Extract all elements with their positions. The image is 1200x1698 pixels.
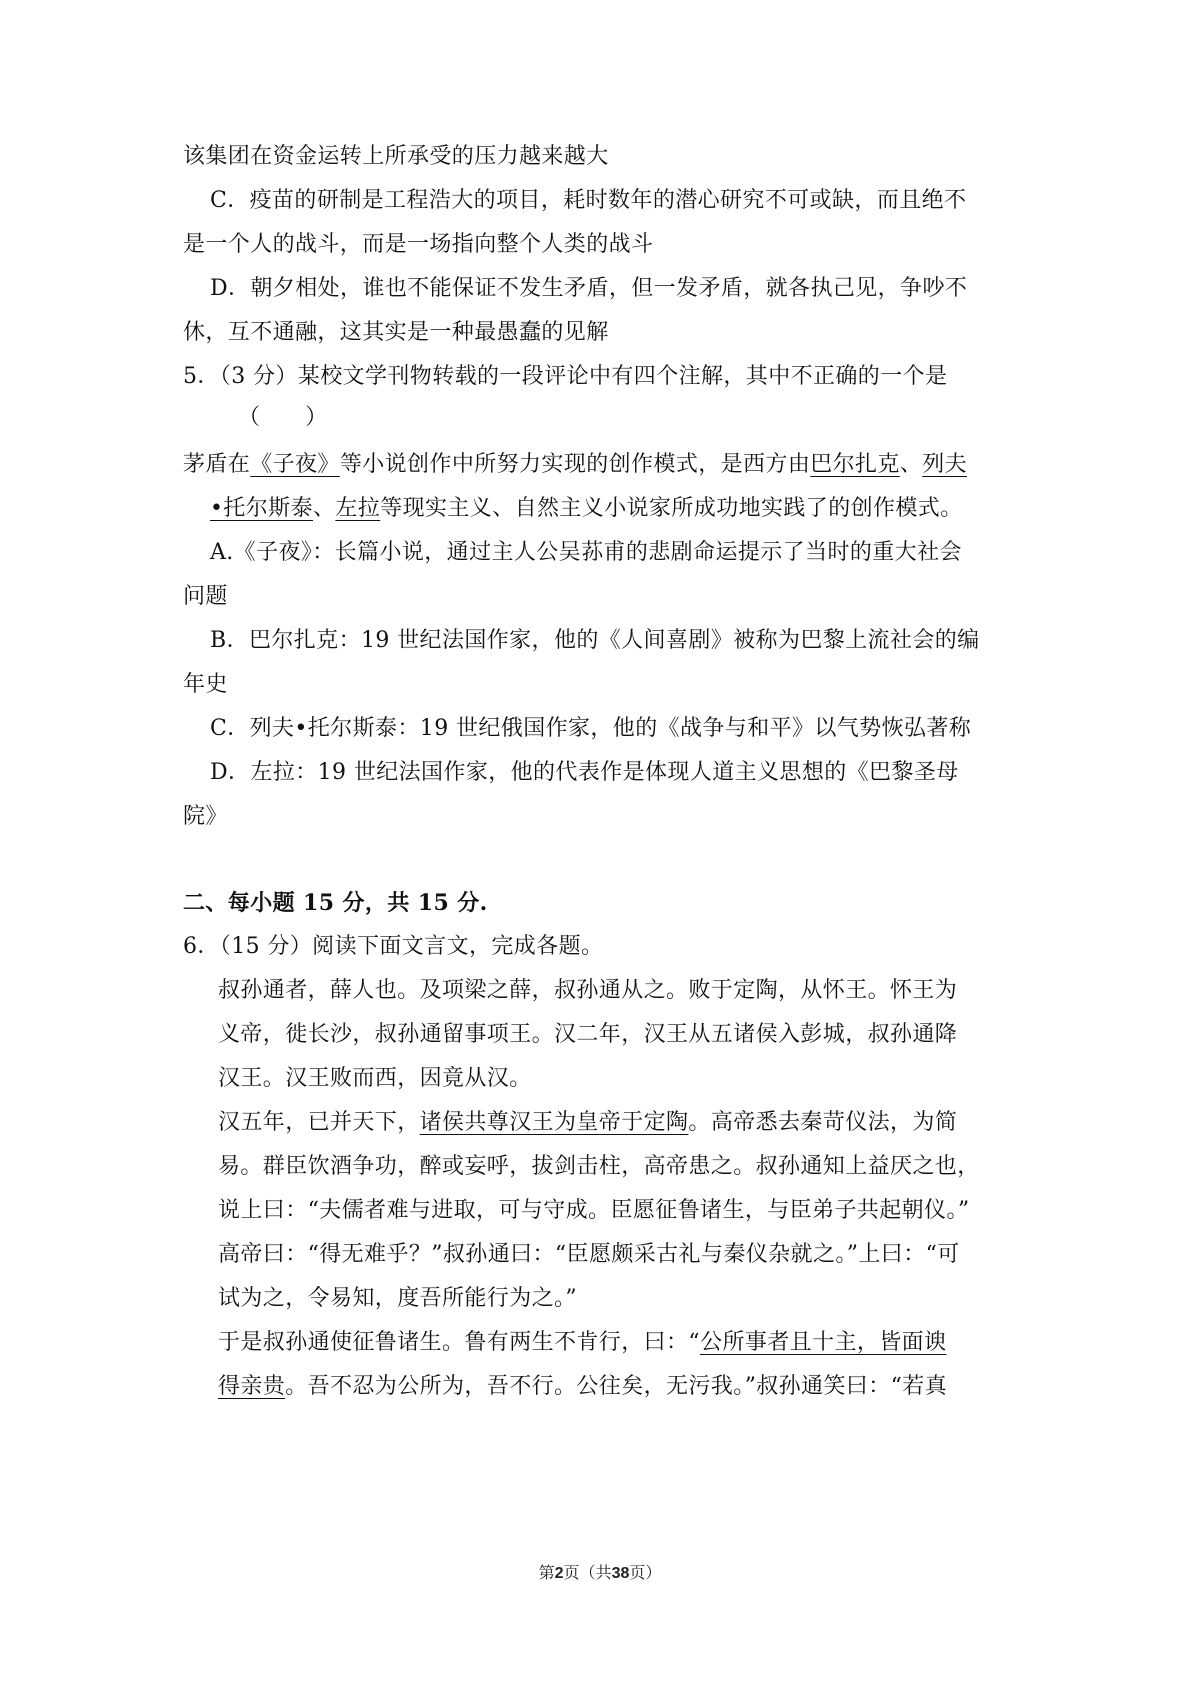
q6-para3-line2 (218, 1372, 947, 1402)
passage-text: 。吾不忍为公所为，吾不行。公往矣，无污我。”叔孙通笑曰：“若真 (285, 1374, 948, 1399)
underlined-sentence: 得亲贵 (218, 1374, 286, 1399)
q5-option-a-line2: 问题 (183, 584, 228, 609)
q6-para1-line1: 叔孙通者，薛人也。及项梁之薛，叔孙通从之。败于定陶，从怀王。怀王为 (218, 978, 958, 1003)
underlined-sentence: 诸侯共尊汉王为皇帝于定陶 (419, 1110, 689, 1135)
q5-option-b-line1: B．巴尔扎克：19 世纪法国作家，他的《人间喜剧》被称为巴黎上流社会的编 (210, 628, 980, 653)
footer-prefix: 第 (538, 1563, 555, 1582)
q6-para2-line5: 试为之，令易知，度吾所能行为之。” (218, 1286, 578, 1311)
passage-text: 茅盾在 (183, 452, 251, 477)
q4-option-d-line1: D．朝夕相处，谁也不能保证不发生矛盾，但一发矛盾，就各执己见，争吵不 (210, 276, 968, 301)
q5-option-d-line1: D．左拉：19 世纪法国作家，他的代表作是体现人道主义思想的《巴黎圣母 (210, 760, 959, 785)
q5-answer-paren: （ ） (238, 405, 328, 430)
page-footer (0, 1562, 1200, 1585)
q6-para2-line4: 高帝曰：“得无难乎？”叔孙通曰：“臣愿颇采古礼与秦仪杂就之。”上曰：“可 (218, 1242, 960, 1267)
q4-option-d-line2: 休，互不通融，这其实是一种最愚蠢的见解 (183, 320, 609, 345)
passage-text: 等小说创作中所努力实现的创作模式，是西方由 (339, 452, 811, 477)
q5-passage-line1 (183, 450, 967, 480)
passage-text: 汉五年，已并天下， (218, 1110, 420, 1135)
q4-option-c-line2: 是一个人的战斗，而是一场指向整个人类的战斗 (183, 232, 654, 257)
q6-para3-line1 (218, 1328, 946, 1358)
underlined-term: 左拉 (335, 496, 381, 521)
q6-para1-line2: 义帝，徙长沙，叔孙通留事项王。汉二年，汉王从五诸侯入彭城，叔孙通降 (218, 1022, 958, 1047)
footer-suffix: 页） (629, 1563, 662, 1582)
q6-para2-line1 (218, 1108, 957, 1138)
q6-para1-line3: 汉王。汉王败而西，因竟从汉。 (218, 1066, 532, 1091)
text-line: 该集团在资金运转上所承受的压力越来越大 (183, 144, 609, 169)
q5-passage-line2 (210, 494, 963, 524)
footer-mid: 页（共 (563, 1563, 612, 1582)
q5-option-d-line2: 院》 (183, 804, 228, 829)
passage-text: 等现实主义、自然主义小说家所成功地实践了的创作模式。 (380, 496, 963, 521)
footer-total-pages: 38 (611, 1565, 630, 1582)
underlined-term: •托尔斯泰 (210, 496, 313, 521)
q4-option-c-line1: C．疫苗的研制是工程浩大的项目，耗时数年的潜心研究不可或缺，而且绝不 (210, 188, 967, 213)
passage-text: 、 (899, 452, 923, 477)
q5-option-c: C．列夫•托尔斯泰：19 世纪俄国作家，他的《战争与和平》以气势恢弘著称 (210, 716, 972, 741)
footer-page-number: 2 (554, 1565, 564, 1582)
q6-para2-line3: 说上曰：“夫儒者难与进取，可与守成。臣愿征鲁诸生，与臣弟子共起朝仪。” (218, 1198, 970, 1223)
underlined-term: 列夫 (922, 452, 968, 477)
q5-option-b-line2: 年史 (183, 672, 228, 697)
passage-text: 、 (312, 496, 336, 521)
q5-stem: 5．（3 分）某校文学刊物转载的一段评论中有四个注解，其中不正确的一个是 (183, 364, 948, 389)
underlined-sentence: 公所事者且十主，皆面谀 (700, 1330, 947, 1355)
underlined-term: 巴尔扎克 (810, 452, 900, 477)
underlined-term: 《子夜》 (250, 452, 340, 477)
q6-stem: 6．（15 分）阅读下面文言文，完成各题。 (183, 934, 604, 959)
q6-para2-line2: 易。群臣饮酒争功，醉或妄呼，拔剑击柱，高帝患之。叔孙通知上益厌之也， (218, 1154, 980, 1179)
q5-option-a-line1: A.《子夜》：长篇小说，通过主人公吴荪甫的悲剧命运提示了当时的重大社会 (210, 540, 962, 565)
passage-text: 于是叔孙通使征鲁诸生。鲁有两生不肯行，曰：“ (218, 1330, 701, 1355)
passage-text: 。高帝悉去秦苛仪法，为简 (688, 1110, 958, 1135)
section-heading: 二、每小题 15 分，共 15 分. (183, 890, 488, 916)
